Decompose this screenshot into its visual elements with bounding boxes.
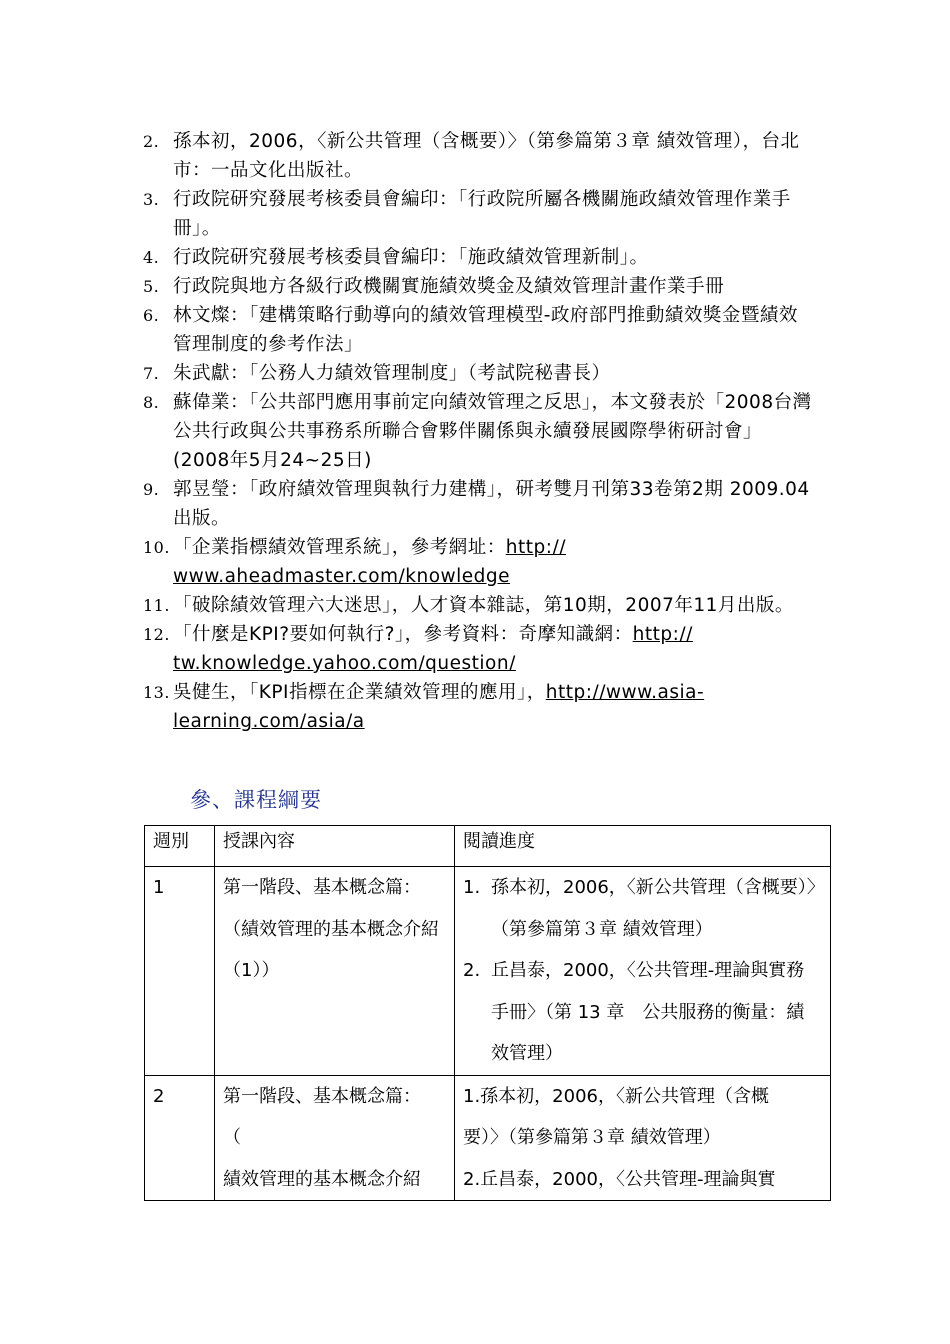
header-content: 授課內容: [215, 826, 455, 867]
reading-item: 2. 丘昌泰，2000，〈公共管理-理論與實務手冊〉（第 13 章 公共服務的衡量：績效管理）: [463, 960, 805, 1064]
reference-text: 孫本初，2006，〈新公共管理（含概要）〉（第參篇第３章 績效管理），台北市：一品文化出版社。: [173, 131, 800, 181]
reference-text: 行政院研究發展考核委員會編印：「施政績效管理新制」。: [173, 247, 649, 268]
header-week: 週別: [145, 826, 215, 867]
reference-text: 「企業指標績效管理系統」，參考網址：: [173, 537, 506, 558]
table-row: [145, 1075, 831, 1201]
reference-list: [143, 127, 813, 736]
reference-item: [143, 591, 813, 620]
reference-item: [143, 243, 813, 272]
reference-number: 2.: [143, 132, 160, 151]
reference-number: 8.: [143, 393, 160, 412]
content-cell: 第一階段、基本概念篇： （ 績效管理的基本概念介紹: [215, 1075, 455, 1201]
reference-number: 10.: [143, 538, 170, 557]
reference-item: [143, 475, 813, 533]
reference-text: 「什麼是KPI?要如何執行?」，參考資料：奇摩知識網：: [173, 624, 633, 645]
table-row: [145, 867, 831, 1076]
header-reading: 閱讀進度: [455, 826, 831, 867]
reference-item: [143, 359, 813, 388]
reference-item: [143, 127, 813, 185]
reading-item: 1. 孫本初，2006，〈新公共管理（含概要）〉（第參篇第３章 績效管理）: [463, 877, 816, 940]
reference-text: 朱武獻：「公務人力績效管理制度」（考試院秘書長）: [173, 363, 611, 384]
reference-text: 郭昱瑩：「政府績效管理與執行力建構」，研考雙月刊第33卷第2期 2009.04出版。: [173, 479, 810, 529]
content-cell: 第一階段、基本概念篇：（績效管理的基本概念介紹（1））: [215, 867, 455, 1076]
reading-cell: [455, 867, 831, 1076]
reference-number: 13.: [143, 683, 170, 702]
week-cell: 2: [145, 1075, 215, 1201]
section-title: 參、課程綱要: [190, 788, 322, 812]
reference-link[interactable]: http:// www.aheadmaster.com/knowledge: [173, 537, 566, 587]
reference-text: 行政院與地方各級行政機關實施績效獎金及績效管理計畫作業手冊: [173, 276, 725, 297]
reference-number: 7.: [143, 364, 160, 383]
reference-text: 林文燦：「建構策略行動導向的績效管理模型-政府部門推動績效獎金暨績效管理制度的參考作法」: [173, 305, 798, 355]
week-cell: 1: [145, 867, 215, 1076]
reference-text: 行政院研究發展考核委員會編印：「行政院所屬各機關施政績效管理作業手冊」。: [173, 189, 791, 239]
reference-item: [143, 388, 813, 475]
reference-number: 9.: [143, 480, 160, 499]
reference-number: 5.: [143, 277, 160, 296]
reference-number: 3.: [143, 190, 160, 209]
reading-cell: 1.孫本初，2006，〈新公共管理（含概 要）〉（第參篇第３章 績效管理） 2.丘昌泰，2000，〈公共管理-理論與實: [455, 1075, 831, 1201]
reference-text: 吳健生，「KPI指標在企業績效管理的應用」，: [173, 682, 546, 703]
reference-number: 4.: [143, 248, 160, 267]
reference-item: [143, 301, 813, 359]
reference-item: [143, 620, 813, 678]
reference-text: 「破除績效管理六大迷思」，人才資本雜誌，第10期，2007年11月出版。: [173, 595, 794, 616]
reference-item: [143, 185, 813, 243]
reference-text: 蘇偉業：「公共部門應用事前定向績效管理之反思」，本文發表於「2008台灣公共行政與公共事務系所聯合會夥伴關係與永續發展國際學術研討會」(2008年5月24~25日): [173, 392, 812, 471]
reference-link[interactable]: http://www.asia-learning.com/asia/a: [173, 682, 705, 732]
reference-item: [143, 272, 813, 301]
table-header-row: [145, 826, 831, 867]
reference-item: [143, 678, 813, 736]
course-outline-table: [144, 825, 831, 1201]
reference-link[interactable]: http:// tw.knowledge.yahoo.com/question/: [173, 624, 693, 674]
reference-number: 11.: [143, 596, 170, 615]
reference-item: [143, 533, 813, 591]
reference-number: 6.: [143, 306, 160, 325]
reference-number: 12.: [143, 625, 170, 644]
